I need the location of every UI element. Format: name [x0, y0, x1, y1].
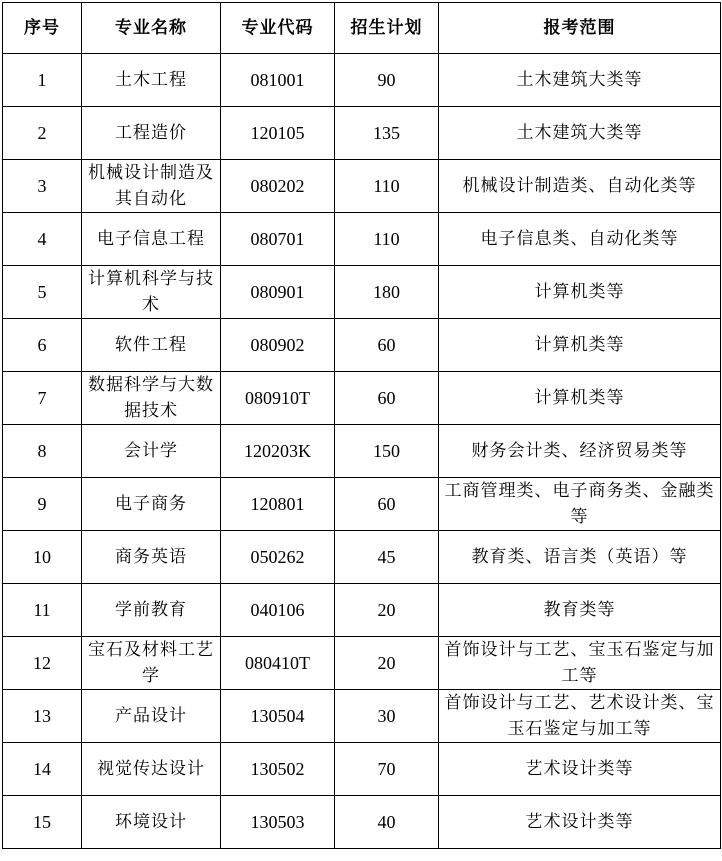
application-scope-cell: 计算机类等	[439, 372, 721, 425]
header-scope: 报考范围	[439, 3, 721, 54]
table-row	[3, 425, 721, 478]
major-name-cell: 商务英语	[82, 531, 221, 584]
major-code-cell: 130503	[221, 796, 335, 849]
application-scope-cell: 电子信息类、自动化类等	[439, 213, 721, 266]
enrollment-plan-cell: 60	[335, 372, 439, 425]
row-number-cell: 15	[3, 796, 82, 849]
header-name: 专业名称	[82, 3, 221, 54]
application-scope-cell: 计算机类等	[439, 319, 721, 372]
header-plan: 招生计划	[335, 3, 439, 54]
row-number-cell: 13	[3, 690, 82, 743]
major-name-cell: 工程造价	[82, 107, 221, 160]
row-number-cell: 9	[3, 478, 82, 531]
major-name-cell: 机械设计制造及其自动化	[82, 160, 221, 213]
row-number-cell: 10	[3, 531, 82, 584]
major-code-cell: 120203K	[221, 425, 335, 478]
major-name-cell: 数据科学与大数据技术	[82, 372, 221, 425]
table-row	[3, 160, 721, 213]
enrollment-plan-cell: 45	[335, 531, 439, 584]
application-scope-cell: 土木建筑大类等	[439, 107, 721, 160]
header-row	[3, 3, 721, 54]
major-name-cell: 产品设计	[82, 690, 221, 743]
major-name-cell: 宝石及材料工艺学	[82, 637, 221, 690]
row-number-cell: 5	[3, 266, 82, 319]
application-scope-cell: 首饰设计与工艺、宝玉石鉴定与加工等	[439, 637, 721, 690]
major-name-cell: 环境设计	[82, 796, 221, 849]
application-scope-cell: 计算机类等	[439, 266, 721, 319]
enrollment-plan-cell: 30	[335, 690, 439, 743]
major-name-cell: 软件工程	[82, 319, 221, 372]
major-code-cell: 080901	[221, 266, 335, 319]
table-row	[3, 372, 721, 425]
enrollment-plan-cell: 135	[335, 107, 439, 160]
enrollment-plan-cell: 60	[335, 478, 439, 531]
enrollment-plan-cell: 90	[335, 54, 439, 107]
major-code-cell: 130502	[221, 743, 335, 796]
major-name-cell: 土木工程	[82, 54, 221, 107]
major-code-cell: 080910T	[221, 372, 335, 425]
table-row	[3, 319, 721, 372]
major-code-cell: 130504	[221, 690, 335, 743]
enrollment-plan-cell: 20	[335, 637, 439, 690]
majors-table	[2, 2, 721, 849]
enrollment-plan-cell: 110	[335, 213, 439, 266]
header-code: 专业代码	[221, 3, 335, 54]
application-scope-cell: 首饰设计与工艺、艺术设计类、宝玉石鉴定与加工等	[439, 690, 721, 743]
major-code-cell: 120105	[221, 107, 335, 160]
application-scope-cell: 教育类、语言类（英语）等	[439, 531, 721, 584]
major-name-cell: 计算机科学与技术	[82, 266, 221, 319]
enrollment-plan-cell: 60	[335, 319, 439, 372]
row-number-cell: 14	[3, 743, 82, 796]
row-number-cell: 3	[3, 160, 82, 213]
table-row	[3, 213, 721, 266]
row-number-cell: 7	[3, 372, 82, 425]
major-code-cell: 040106	[221, 584, 335, 637]
enrollment-plan-cell: 110	[335, 160, 439, 213]
major-code-cell: 120801	[221, 478, 335, 531]
major-code-cell: 080701	[221, 213, 335, 266]
major-code-cell: 080902	[221, 319, 335, 372]
row-number-cell: 2	[3, 107, 82, 160]
enrollment-plan-cell: 40	[335, 796, 439, 849]
row-number-cell: 6	[3, 319, 82, 372]
application-scope-cell: 工商管理类、电子商务类、金融类等	[439, 478, 721, 531]
header-no: 序号	[3, 3, 82, 54]
enrollment-plan-cell: 150	[335, 425, 439, 478]
major-name-cell: 视觉传达设计	[82, 743, 221, 796]
table-row	[3, 531, 721, 584]
row-number-cell: 11	[3, 584, 82, 637]
table-row	[3, 266, 721, 319]
enrollment-plan-cell: 70	[335, 743, 439, 796]
row-number-cell: 4	[3, 213, 82, 266]
table-row	[3, 478, 721, 531]
row-number-cell: 12	[3, 637, 82, 690]
major-code-cell: 081001	[221, 54, 335, 107]
table-row	[3, 54, 721, 107]
enrollment-plan-cell: 20	[335, 584, 439, 637]
application-scope-cell: 土木建筑大类等	[439, 54, 721, 107]
major-code-cell: 080410T	[221, 637, 335, 690]
row-number-cell: 1	[3, 54, 82, 107]
table-row	[3, 796, 721, 849]
application-scope-cell: 教育类等	[439, 584, 721, 637]
table-row	[3, 584, 721, 637]
application-scope-cell: 艺术设计类等	[439, 743, 721, 796]
application-scope-cell: 财务会计类、经济贸易类等	[439, 425, 721, 478]
table-body	[3, 54, 721, 849]
major-code-cell: 050262	[221, 531, 335, 584]
major-name-cell: 电子商务	[82, 478, 221, 531]
application-scope-cell: 艺术设计类等	[439, 796, 721, 849]
major-name-cell: 学前教育	[82, 584, 221, 637]
major-code-cell: 080202	[221, 160, 335, 213]
table-row	[3, 637, 721, 690]
table-row	[3, 107, 721, 160]
table-row	[3, 743, 721, 796]
row-number-cell: 8	[3, 425, 82, 478]
application-scope-cell: 机械设计制造类、自动化类等	[439, 160, 721, 213]
major-name-cell: 会计学	[82, 425, 221, 478]
major-name-cell: 电子信息工程	[82, 213, 221, 266]
enrollment-plan-cell: 180	[335, 266, 439, 319]
table-row	[3, 690, 721, 743]
